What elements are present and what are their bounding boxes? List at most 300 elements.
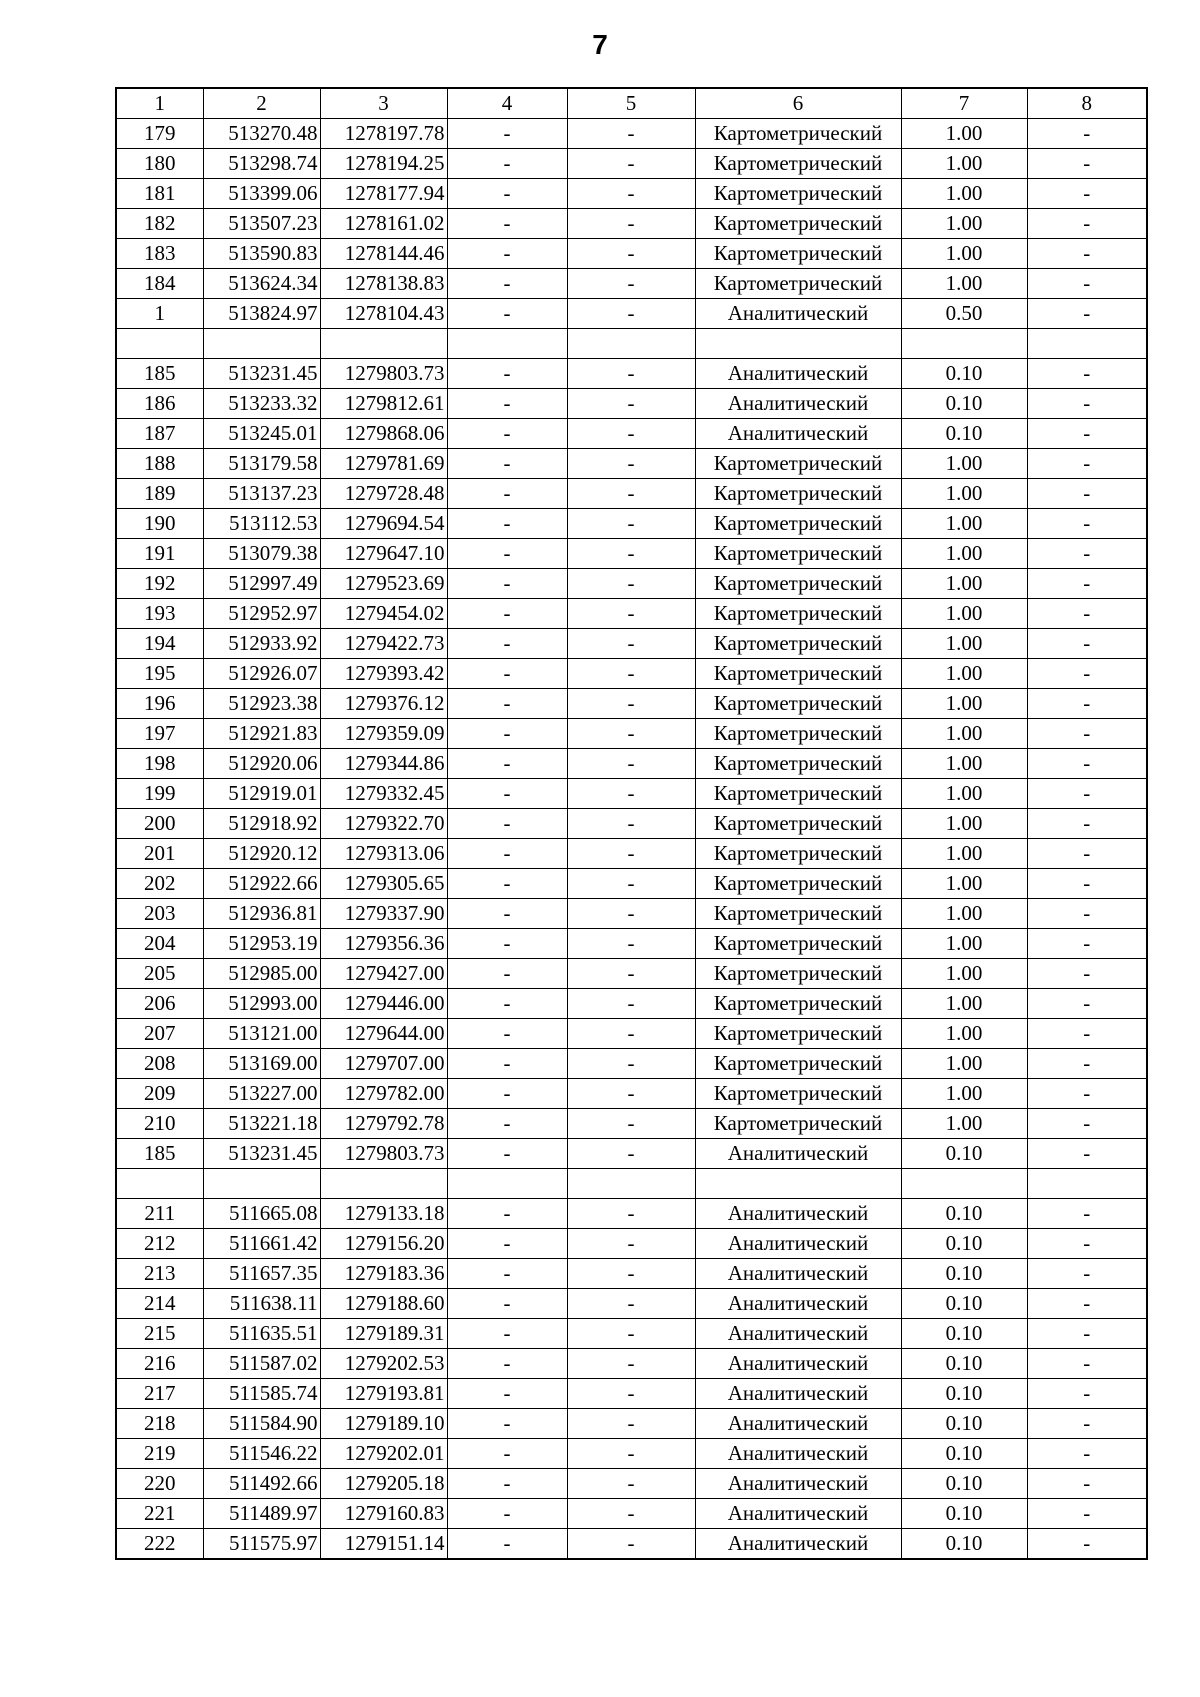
cell-col-4: - [447, 389, 567, 419]
cell-x-coordinate: 512919.01 [203, 779, 320, 809]
cell-x-coordinate: 513121.00 [203, 1019, 320, 1049]
cell-col-5: - [567, 989, 695, 1019]
cell-method: Картометрический [695, 869, 901, 899]
table-row [116, 179, 1147, 209]
cell-col-4: - [447, 299, 567, 329]
cell-col-4: - [447, 479, 567, 509]
cell-col-5: - [567, 839, 695, 869]
cell-point-number: 217 [116, 1379, 203, 1409]
cell-y-coordinate: 1279133.18 [320, 1199, 447, 1229]
cell-method: Картометрический [695, 149, 901, 179]
cell-point-number: 195 [116, 659, 203, 689]
cell-accuracy: 0.10 [901, 1229, 1027, 1259]
cell-point-number: 204 [116, 929, 203, 959]
cell-point-number: 219 [116, 1439, 203, 1469]
cell-accuracy [901, 329, 1027, 359]
cell-col-8: - [1027, 629, 1147, 659]
cell-col-5 [567, 1169, 695, 1199]
cell-col-5: - [567, 299, 695, 329]
cell-col-4: - [447, 539, 567, 569]
cell-method: Картометрический [695, 209, 901, 239]
cell-point-number: 220 [116, 1469, 203, 1499]
cell-col-5: - [567, 629, 695, 659]
cell-method: Картометрический [695, 449, 901, 479]
cell-x-coordinate: 513233.32 [203, 389, 320, 419]
cell-x-coordinate: 513507.23 [203, 209, 320, 239]
cell-col-4: - [447, 749, 567, 779]
cell-col-5: - [567, 1349, 695, 1379]
cell-col-4: - [447, 899, 567, 929]
cell-col-8: - [1027, 599, 1147, 629]
cell-accuracy: 1.00 [901, 959, 1027, 989]
page-number: 7 [592, 29, 608, 60]
cell-y-coordinate: 1279156.20 [320, 1229, 447, 1259]
cell-col-8: - [1027, 389, 1147, 419]
cell-col-5: - [567, 239, 695, 269]
cell-point-number: 221 [116, 1499, 203, 1529]
cell-y-coordinate: 1279189.31 [320, 1319, 447, 1349]
cell-col-5: - [567, 1379, 695, 1409]
cell-col-5: - [567, 1019, 695, 1049]
cell-accuracy: 0.10 [901, 419, 1027, 449]
table-row [116, 1319, 1147, 1349]
cell-y-coordinate: 1279359.09 [320, 719, 447, 749]
cell-col-4: - [447, 719, 567, 749]
cell-x-coordinate: 512920.06 [203, 749, 320, 779]
cell-col-4: - [447, 449, 567, 479]
cell-col-8: - [1027, 509, 1147, 539]
cell-x-coordinate: 512918.92 [203, 809, 320, 839]
cell-y-coordinate: 1278177.94 [320, 179, 447, 209]
cell-col-4: - [447, 1409, 567, 1439]
cell-x-coordinate: 512921.83 [203, 719, 320, 749]
cell-col-8: - [1027, 1199, 1147, 1229]
table-row [116, 1469, 1147, 1499]
cell-col-8: - [1027, 869, 1147, 899]
cell-col-8: - [1027, 1259, 1147, 1289]
cell-y-coordinate: 1279337.90 [320, 899, 447, 929]
column-header: 7 [901, 88, 1027, 119]
table-row [116, 359, 1147, 389]
table-row [116, 1079, 1147, 1109]
cell-y-coordinate: 1279313.06 [320, 839, 447, 869]
cell-method: Аналитический [695, 1259, 901, 1289]
cell-col-8: - [1027, 1229, 1147, 1259]
cell-col-4: - [447, 1499, 567, 1529]
cell-col-4: - [447, 659, 567, 689]
cell-col-8: - [1027, 659, 1147, 689]
table-row [116, 1139, 1147, 1169]
cell-col-4: - [447, 209, 567, 239]
table-row [116, 119, 1147, 149]
table-row [116, 779, 1147, 809]
cell-method: Картометрический [695, 809, 901, 839]
cell-col-4: - [447, 1349, 567, 1379]
cell-col-8: - [1027, 839, 1147, 869]
cell-x-coordinate: 511585.74 [203, 1379, 320, 1409]
cell-y-coordinate: 1279523.69 [320, 569, 447, 599]
cell-col-4: - [447, 959, 567, 989]
table-row [116, 1199, 1147, 1229]
cell-col-8: - [1027, 1109, 1147, 1139]
cell-col-8: - [1027, 119, 1147, 149]
cell-col-5: - [567, 1109, 695, 1139]
cell-col-5: - [567, 1289, 695, 1319]
cell-col-4: - [447, 419, 567, 449]
cell-y-coordinate: 1278197.78 [320, 119, 447, 149]
cell-point-number: 186 [116, 389, 203, 419]
cell-x-coordinate: 513399.06 [203, 179, 320, 209]
cell-point-number: 214 [116, 1289, 203, 1319]
cell-col-8: - [1027, 209, 1147, 239]
table-row [116, 989, 1147, 1019]
cell-point-number: 215 [116, 1319, 203, 1349]
cell-accuracy: 1.00 [901, 839, 1027, 869]
cell-col-8: - [1027, 989, 1147, 1019]
cell-method: Картометрический [695, 689, 901, 719]
cell-col-5: - [567, 809, 695, 839]
cell-y-coordinate: 1279193.81 [320, 1379, 447, 1409]
cell-method: Картометрический [695, 269, 901, 299]
cell-col-5: - [567, 1439, 695, 1469]
cell-point-number: 208 [116, 1049, 203, 1079]
cell-y-coordinate: 1279647.10 [320, 539, 447, 569]
cell-col-5: - [567, 599, 695, 629]
cell-col-8: - [1027, 809, 1147, 839]
cell-point-number: 194 [116, 629, 203, 659]
coordinates-table [115, 87, 1148, 1560]
cell-method: Аналитический [695, 1289, 901, 1319]
table-row [116, 929, 1147, 959]
cell-col-8: - [1027, 269, 1147, 299]
cell-col-8: - [1027, 1469, 1147, 1499]
table-row [116, 209, 1147, 239]
cell-x-coordinate [203, 1169, 320, 1199]
cell-accuracy: 0.10 [901, 1139, 1027, 1169]
cell-col-8: - [1027, 899, 1147, 929]
cell-y-coordinate: 1279188.60 [320, 1289, 447, 1319]
cell-method: Картометрический [695, 839, 901, 869]
cell-accuracy: 0.50 [901, 299, 1027, 329]
cell-x-coordinate: 513298.74 [203, 149, 320, 179]
cell-method: Аналитический [695, 1499, 901, 1529]
cell-accuracy [901, 1169, 1027, 1199]
cell-method: Аналитический [695, 299, 901, 329]
cell-y-coordinate: 1279160.83 [320, 1499, 447, 1529]
cell-method: Аналитический [695, 1409, 901, 1439]
table-row [116, 839, 1147, 869]
cell-method: Картометрический [695, 989, 901, 1019]
cell-x-coordinate: 512952.97 [203, 599, 320, 629]
cell-method: Картометрический [695, 509, 901, 539]
cell-point-number: 181 [116, 179, 203, 209]
cell-col-5: - [567, 479, 695, 509]
cell-accuracy: 0.10 [901, 1379, 1027, 1409]
table-row [116, 1409, 1147, 1439]
table-row [116, 629, 1147, 659]
cell-accuracy: 0.10 [901, 1349, 1027, 1379]
cell-accuracy: 0.10 [901, 359, 1027, 389]
cell-x-coordinate: 511492.66 [203, 1469, 320, 1499]
cell-accuracy: 0.10 [901, 1199, 1027, 1229]
cell-col-4: - [447, 1379, 567, 1409]
table-row [116, 1499, 1147, 1529]
cell-point-number: 182 [116, 209, 203, 239]
cell-x-coordinate: 512926.07 [203, 659, 320, 689]
table-row [116, 869, 1147, 899]
cell-point-number: 213 [116, 1259, 203, 1289]
cell-accuracy: 1.00 [901, 239, 1027, 269]
cell-col-5: - [567, 929, 695, 959]
cell-y-coordinate: 1279376.12 [320, 689, 447, 719]
table-header-row [116, 88, 1147, 119]
cell-point-number: 209 [116, 1079, 203, 1109]
cell-y-coordinate: 1279205.18 [320, 1469, 447, 1499]
cell-point-number: 183 [116, 239, 203, 269]
cell-accuracy: 1.00 [901, 149, 1027, 179]
cell-col-8 [1027, 1169, 1147, 1199]
cell-accuracy: 0.10 [901, 1529, 1027, 1560]
cell-col-8: - [1027, 1289, 1147, 1319]
cell-y-coordinate: 1279151.14 [320, 1529, 447, 1560]
cell-col-8: - [1027, 239, 1147, 269]
cell-accuracy: 1.00 [901, 509, 1027, 539]
cell-col-4: - [447, 569, 567, 599]
cell-method: Аналитический [695, 1349, 901, 1379]
cell-accuracy: 1.00 [901, 599, 1027, 629]
table-row [116, 659, 1147, 689]
cell-col-5 [567, 329, 695, 359]
cell-point-number: 196 [116, 689, 203, 719]
table-row [116, 1379, 1147, 1409]
cell-accuracy: 1.00 [901, 119, 1027, 149]
cell-col-4: - [447, 779, 567, 809]
cell-accuracy: 1.00 [901, 779, 1027, 809]
cell-x-coordinate: 513590.83 [203, 239, 320, 269]
cell-method [695, 329, 901, 359]
cell-col-8: - [1027, 1499, 1147, 1529]
cell-method: Аналитический [695, 359, 901, 389]
cell-point-number: 187 [116, 419, 203, 449]
cell-method: Картометрический [695, 959, 901, 989]
cell-col-4: - [447, 149, 567, 179]
cell-accuracy: 0.10 [901, 1469, 1027, 1499]
cell-y-coordinate: 1278194.25 [320, 149, 447, 179]
column-header: 3 [320, 88, 447, 119]
cell-y-coordinate: 1279427.00 [320, 959, 447, 989]
cell-col-4: - [447, 1139, 567, 1169]
cell-x-coordinate: 513179.58 [203, 449, 320, 479]
cell-accuracy: 1.00 [901, 719, 1027, 749]
cell-col-8: - [1027, 1319, 1147, 1349]
table-row [116, 599, 1147, 629]
cell-x-coordinate: 513231.45 [203, 359, 320, 389]
cell-col-8: - [1027, 479, 1147, 509]
cell-col-4: - [447, 989, 567, 1019]
cell-col-4: - [447, 929, 567, 959]
cell-col-5: - [567, 749, 695, 779]
cell-accuracy: 1.00 [901, 629, 1027, 659]
cell-accuracy: 0.10 [901, 1319, 1027, 1349]
table-row [116, 1229, 1147, 1259]
cell-y-coordinate: 1279344.86 [320, 749, 447, 779]
table-row [116, 1019, 1147, 1049]
cell-col-5: - [567, 569, 695, 599]
cell-accuracy: 1.00 [901, 1079, 1027, 1109]
cell-point-number: 179 [116, 119, 203, 149]
cell-x-coordinate [203, 329, 320, 359]
cell-point-number: 200 [116, 809, 203, 839]
cell-y-coordinate: 1279782.00 [320, 1079, 447, 1109]
cell-col-8: - [1027, 1019, 1147, 1049]
cell-x-coordinate: 511489.97 [203, 1499, 320, 1529]
cell-x-coordinate: 513231.45 [203, 1139, 320, 1169]
cell-col-5: - [567, 419, 695, 449]
cell-accuracy: 1.00 [901, 449, 1027, 479]
cell-method: Картометрический [695, 239, 901, 269]
cell-col-5: - [567, 869, 695, 899]
cell-method: Картометрический [695, 929, 901, 959]
cell-col-5: - [567, 449, 695, 479]
cell-accuracy: 0.10 [901, 1409, 1027, 1439]
cell-col-4: - [447, 1079, 567, 1109]
cell-accuracy: 1.00 [901, 689, 1027, 719]
cell-method: Картометрический [695, 569, 901, 599]
cell-x-coordinate: 512997.49 [203, 569, 320, 599]
cell-method: Картометрический [695, 119, 901, 149]
column-header: 4 [447, 88, 567, 119]
cell-method: Аналитический [695, 1379, 901, 1409]
cell-point-number [116, 1169, 203, 1199]
cell-accuracy: 0.10 [901, 1439, 1027, 1469]
table-row [116, 1049, 1147, 1079]
cell-col-4: - [447, 1229, 567, 1259]
cell-method: Картометрический [695, 629, 901, 659]
cell-y-coordinate: 1279446.00 [320, 989, 447, 1019]
cell-col-4: - [447, 1289, 567, 1319]
cell-y-coordinate: 1279803.73 [320, 359, 447, 389]
cell-col-8: - [1027, 359, 1147, 389]
cell-accuracy: 0.10 [901, 1289, 1027, 1319]
cell-y-coordinate: 1279189.10 [320, 1409, 447, 1439]
cell-accuracy: 1.00 [901, 479, 1027, 509]
column-header: 5 [567, 88, 695, 119]
cell-method: Картометрический [695, 1049, 901, 1079]
cell-col-5: - [567, 269, 695, 299]
cell-point-number: 189 [116, 479, 203, 509]
cell-method: Аналитический [695, 389, 901, 419]
cell-method: Картометрический [695, 179, 901, 209]
cell-col-5: - [567, 359, 695, 389]
cell-accuracy: 1.00 [901, 899, 1027, 929]
cell-method: Картометрический [695, 539, 901, 569]
table-row [116, 509, 1147, 539]
cell-y-coordinate: 1279781.69 [320, 449, 447, 479]
cell-x-coordinate: 512922.66 [203, 869, 320, 899]
cell-x-coordinate: 513079.38 [203, 539, 320, 569]
cell-col-8: - [1027, 1529, 1147, 1560]
cell-accuracy: 1.00 [901, 989, 1027, 1019]
cell-col-8: - [1027, 1379, 1147, 1409]
cell-col-5: - [567, 209, 695, 239]
cell-method: Аналитический [695, 1469, 901, 1499]
cell-col-4: - [447, 1019, 567, 1049]
cell-col-8: - [1027, 749, 1147, 779]
cell-accuracy: 1.00 [901, 179, 1027, 209]
cell-col-8: - [1027, 1409, 1147, 1439]
table-row [116, 1349, 1147, 1379]
cell-col-4 [447, 1169, 567, 1199]
cell-x-coordinate: 511665.08 [203, 1199, 320, 1229]
cell-point-number: 198 [116, 749, 203, 779]
table-row [116, 689, 1147, 719]
cell-col-4: - [447, 629, 567, 659]
cell-method: Картометрический [695, 779, 901, 809]
cell-col-4: - [447, 1319, 567, 1349]
cell-col-5: - [567, 779, 695, 809]
column-header: 2 [203, 88, 320, 119]
table-row [116, 1289, 1147, 1319]
table-row [116, 749, 1147, 779]
cell-point-number: 188 [116, 449, 203, 479]
cell-accuracy: 0.10 [901, 1499, 1027, 1529]
cell-col-5: - [567, 1229, 695, 1259]
cell-col-8: - [1027, 1049, 1147, 1079]
cell-x-coordinate: 513227.00 [203, 1079, 320, 1109]
cell-y-coordinate: 1279803.73 [320, 1139, 447, 1169]
cell-col-4: - [447, 1049, 567, 1079]
table-row [116, 1529, 1147, 1560]
cell-method: Аналитический [695, 1139, 901, 1169]
cell-col-5: - [567, 1499, 695, 1529]
cell-accuracy: 1.00 [901, 1109, 1027, 1139]
cell-accuracy: 1.00 [901, 809, 1027, 839]
cell-col-5: - [567, 689, 695, 719]
cell-col-8: - [1027, 779, 1147, 809]
cell-x-coordinate: 513112.53 [203, 509, 320, 539]
cell-col-4: - [447, 1529, 567, 1560]
cell-point-number: 205 [116, 959, 203, 989]
cell-x-coordinate: 513137.23 [203, 479, 320, 509]
cell-method: Картометрический [695, 1079, 901, 1109]
cell-col-8: - [1027, 689, 1147, 719]
column-header: 1 [116, 88, 203, 119]
cell-method: Аналитический [695, 419, 901, 449]
cell-method: Аналитический [695, 1229, 901, 1259]
cell-accuracy: 1.00 [901, 659, 1027, 689]
cell-col-5: - [567, 149, 695, 179]
cell-method: Аналитический [695, 1529, 901, 1560]
cell-col-5: - [567, 1079, 695, 1109]
cell-x-coordinate: 511584.90 [203, 1409, 320, 1439]
cell-col-5: - [567, 1319, 695, 1349]
cell-col-8: - [1027, 539, 1147, 569]
cell-col-8: - [1027, 1349, 1147, 1379]
cell-point-number: 184 [116, 269, 203, 299]
cell-method: Картометрический [695, 719, 901, 749]
cell-method [695, 1169, 901, 1199]
cell-col-5: - [567, 1469, 695, 1499]
cell-x-coordinate: 512920.12 [203, 839, 320, 869]
table-row [116, 149, 1147, 179]
cell-point-number [116, 329, 203, 359]
cell-col-8: - [1027, 449, 1147, 479]
table-row [116, 269, 1147, 299]
cell-col-4: - [447, 839, 567, 869]
cell-y-coordinate: 1279183.36 [320, 1259, 447, 1289]
cell-y-coordinate: 1279868.06 [320, 419, 447, 449]
cell-col-4: - [447, 179, 567, 209]
